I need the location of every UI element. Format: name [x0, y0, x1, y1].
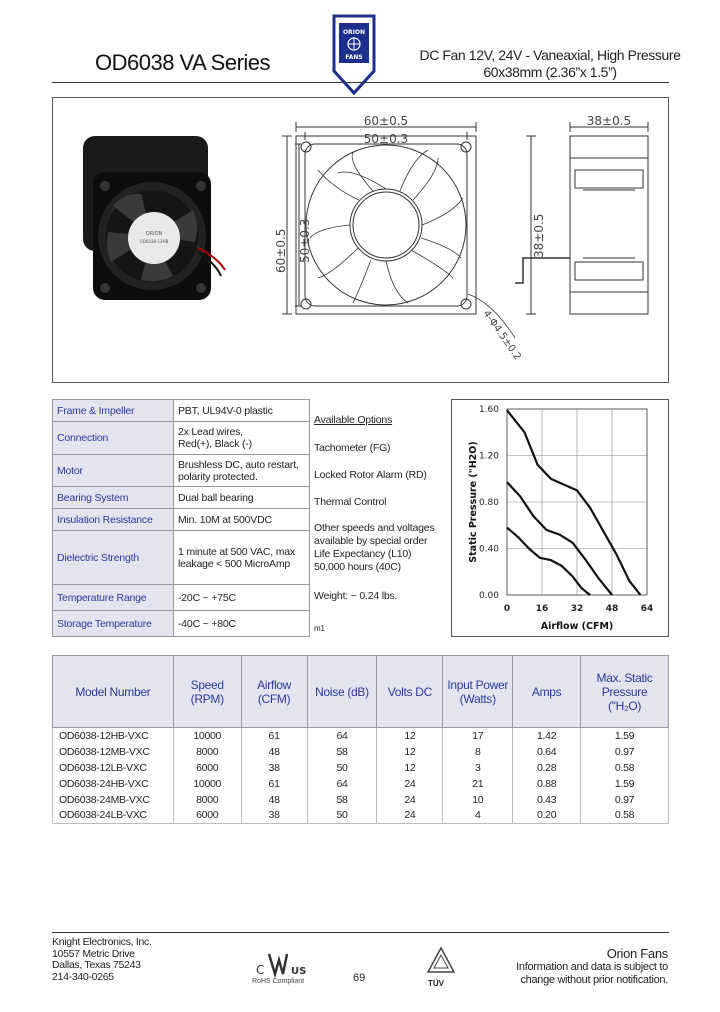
table-cell: 24: [377, 776, 443, 792]
subtitle-line-1: DC Fan 12V, 24V - Vaneaxial, High Pressure: [419, 47, 681, 63]
dim-side-50: 50±0.3: [298, 218, 312, 263]
spec-row: [53, 585, 310, 611]
table-cell: 1.59: [581, 776, 669, 792]
product-figure-box: [52, 97, 669, 383]
table-cell: 0.43: [513, 792, 581, 808]
svg-text:ORION: ORION: [145, 231, 163, 237]
option-thermal: Thermal Control: [314, 496, 387, 508]
dim-hole: 4-Φ4.5±0.2: [480, 308, 523, 363]
table-cell: 64: [307, 776, 377, 792]
table-cell: 12: [377, 744, 443, 760]
x-tick-label: 64: [640, 604, 654, 614]
page-number: 69: [353, 972, 366, 984]
y-tick-label: 1.60: [478, 405, 499, 415]
dim-60: 60±0.5: [363, 114, 409, 128]
dim-38: 38±0.5: [586, 114, 632, 128]
column-header: Input Power (Watts): [443, 656, 513, 728]
table-cell: 64: [307, 728, 377, 744]
spec-row: [53, 422, 310, 455]
table-cell: 0.20: [513, 808, 581, 824]
option-weight: Weight: ~ 0.24 lbs.: [314, 590, 398, 602]
table-cell: 10: [443, 792, 513, 808]
table-cell: 10000: [173, 776, 241, 792]
ul-c: C: [256, 963, 265, 977]
table-cell: 58: [307, 744, 377, 760]
table-row: [53, 792, 669, 808]
dim-side-60: 60±0.5: [274, 228, 288, 273]
model-number-cell: OD6038-12HB-VXC: [53, 728, 174, 744]
column-header: Model Number: [53, 656, 174, 728]
y-axis-label: Static Pressure ("H2O): [468, 441, 479, 563]
model-number-cell: OD6038-12LB-VXC: [53, 760, 174, 776]
x-tick-label: 0: [503, 604, 511, 614]
y-tick-label: 0.80: [478, 498, 499, 508]
model-number-cell: OD6038-24MB-VXC: [53, 792, 174, 808]
model-number-cell: OD6038-24HB-VXC: [53, 776, 174, 792]
model-table: [52, 655, 669, 824]
orion-fans-logo: [331, 13, 377, 97]
column-header: Speed (RPM): [173, 656, 241, 728]
spec-row: [53, 400, 310, 422]
column-header: Noise (dB): [307, 656, 377, 728]
table-cell: 0.58: [581, 760, 669, 776]
spec-value: Min. 10M at 500VDC: [174, 509, 310, 531]
series-line-2: [507, 482, 612, 595]
table-cell: 1.42: [513, 728, 581, 744]
table-row: [53, 744, 669, 760]
brand-name: Orion Fans: [606, 946, 668, 961]
spec-value: -20C ~ +75C: [174, 585, 310, 611]
dim-side-38: 38±0.5: [532, 213, 546, 258]
table-cell: 10000: [173, 728, 241, 744]
footer-rule: [52, 932, 669, 933]
table-cell: 50: [307, 808, 377, 824]
spec-label: Frame & Impeller: [53, 400, 174, 422]
spec-label: Connection: [53, 422, 174, 455]
company-address: [52, 937, 152, 983]
table-cell: 48: [241, 792, 307, 808]
spec-row: [53, 531, 310, 585]
table-cell: 0.58: [581, 808, 669, 824]
spec-table: [52, 399, 310, 637]
spec-row: [53, 455, 310, 487]
option-other: Other speeds and voltages available by special order Life Expectancy (L10) 50,000 hours (40C): [314, 522, 435, 573]
spec-value: 1 minute at 500 VAC, max leakage < 500 MicroAmp: [174, 531, 310, 585]
spec-label: Temperature Range: [53, 585, 174, 611]
dim-50: 50±0.3: [363, 132, 409, 146]
table-cell: 24: [377, 792, 443, 808]
table-cell: 0.97: [581, 792, 669, 808]
header-rule: [52, 82, 669, 83]
subtitle: [415, 47, 685, 81]
column-header: Max. Static Pressure ("H₂O): [581, 656, 669, 728]
model-number-cell: OD6038-12MB-VXC: [53, 744, 174, 760]
table-cell: 12: [377, 728, 443, 744]
table-row: [53, 776, 669, 792]
x-axis-label: Airflow (CFM): [540, 621, 614, 632]
spec-row: [53, 509, 310, 531]
series-line-3: [507, 528, 590, 595]
options-heading: Available Options: [314, 414, 393, 426]
table-cell: 8: [443, 744, 513, 760]
table-cell: 21: [443, 776, 513, 792]
spec-value: Dual ball bearing: [174, 487, 310, 509]
spec-value: -40C ~ +80C: [174, 611, 310, 637]
table-cell: 1.59: [581, 728, 669, 744]
spec-label: Bearing System: [53, 487, 174, 509]
column-header: Volts DC: [377, 656, 443, 728]
subtitle-line-2: 60x38mm (2.36”x 1.5”): [483, 64, 617, 80]
company-street: 10557 Metric Drive: [52, 947, 135, 960]
y-tick-label: 1.20: [478, 451, 499, 462]
company-phone: 214-340-0265: [52, 970, 114, 983]
rohs-compliant: RoHS Compliant: [252, 978, 305, 985]
option-tachometer: Tachometer (FG): [314, 442, 391, 454]
logo-bottom-text: FANS: [345, 54, 363, 61]
table-cell: 61: [241, 728, 307, 744]
table-row: [53, 728, 669, 744]
table-cell: 8000: [173, 792, 241, 808]
table-cell: 38: [241, 808, 307, 824]
table-cell: 0.28: [513, 760, 581, 776]
table-cell: 3: [443, 760, 513, 776]
table-cell: 8000: [173, 744, 241, 760]
table-cell: 48: [241, 744, 307, 760]
table-cell: 0.88: [513, 776, 581, 792]
product-figure: [53, 98, 668, 382]
logo-top-text: ORION: [342, 29, 366, 36]
table-cell: 58: [307, 792, 377, 808]
svg-text:OD6038-12HB: OD6038-12HB: [139, 239, 169, 244]
spec-value: PBT, UL94V-0 plastic: [174, 400, 310, 422]
option-locked-rotor: Locked Rotor Alarm (RD): [314, 469, 427, 481]
table-cell: 6000: [173, 760, 241, 776]
revision-mark: m1: [314, 624, 325, 633]
disclaimer: [516, 961, 668, 987]
table-cell: 0.64: [513, 744, 581, 760]
table-row: [53, 808, 669, 824]
table-cell: 12: [377, 760, 443, 776]
series-line-1: [507, 410, 640, 595]
table-cell: 4: [443, 808, 513, 824]
x-tick-label: 16: [535, 604, 549, 614]
spec-label: Dielectric Strength: [53, 531, 174, 585]
table-cell: 24: [377, 808, 443, 824]
table-cell: 50: [307, 760, 377, 776]
model-number-cell: OD6038-24LB-VXC: [53, 808, 174, 824]
table-cell: 0.97: [581, 744, 669, 760]
page-title: OD6038 VA Series: [95, 50, 271, 75]
pressure-airflow-chart-box: [451, 399, 669, 637]
column-header: Amps: [513, 656, 581, 728]
spec-value: 2x Lead wires, Red(+), Black (-): [174, 422, 310, 455]
spec-label: Insulation Resistance: [53, 509, 174, 531]
disclaimer-line-2: change without prior notification.: [520, 974, 668, 986]
column-header: Airflow (CFM): [241, 656, 307, 728]
spec-label: Motor: [53, 455, 174, 487]
pressure-airflow-chart: [452, 400, 668, 636]
company-city: Dallas, Texas 75243: [52, 959, 141, 971]
spec-row: [53, 611, 310, 637]
table-cell: 6000: [173, 808, 241, 824]
front-view-drawing: [282, 122, 515, 338]
x-tick-label: 48: [605, 604, 619, 614]
table-row: [53, 760, 669, 776]
x-tick-label: 32: [570, 604, 584, 614]
company-name: Knight Electronics, Inc.: [52, 936, 152, 948]
y-tick-label: 0.40: [478, 544, 499, 555]
disclaimer-line-1: Information and data is subject to: [516, 961, 668, 973]
spec-label: Storage Temperature: [53, 611, 174, 637]
tuv-label: TÜV: [428, 979, 444, 988]
spec-value: Brushless DC, auto restart, polarity protected.: [174, 455, 310, 487]
fan-photo: [83, 136, 225, 300]
spec-row: [53, 487, 310, 509]
ul-us: US: [291, 966, 307, 977]
table-cell: 17: [443, 728, 513, 744]
table-cell: 61: [241, 776, 307, 792]
y-tick-label: 0.00: [478, 591, 499, 601]
table-cell: 38: [241, 760, 307, 776]
